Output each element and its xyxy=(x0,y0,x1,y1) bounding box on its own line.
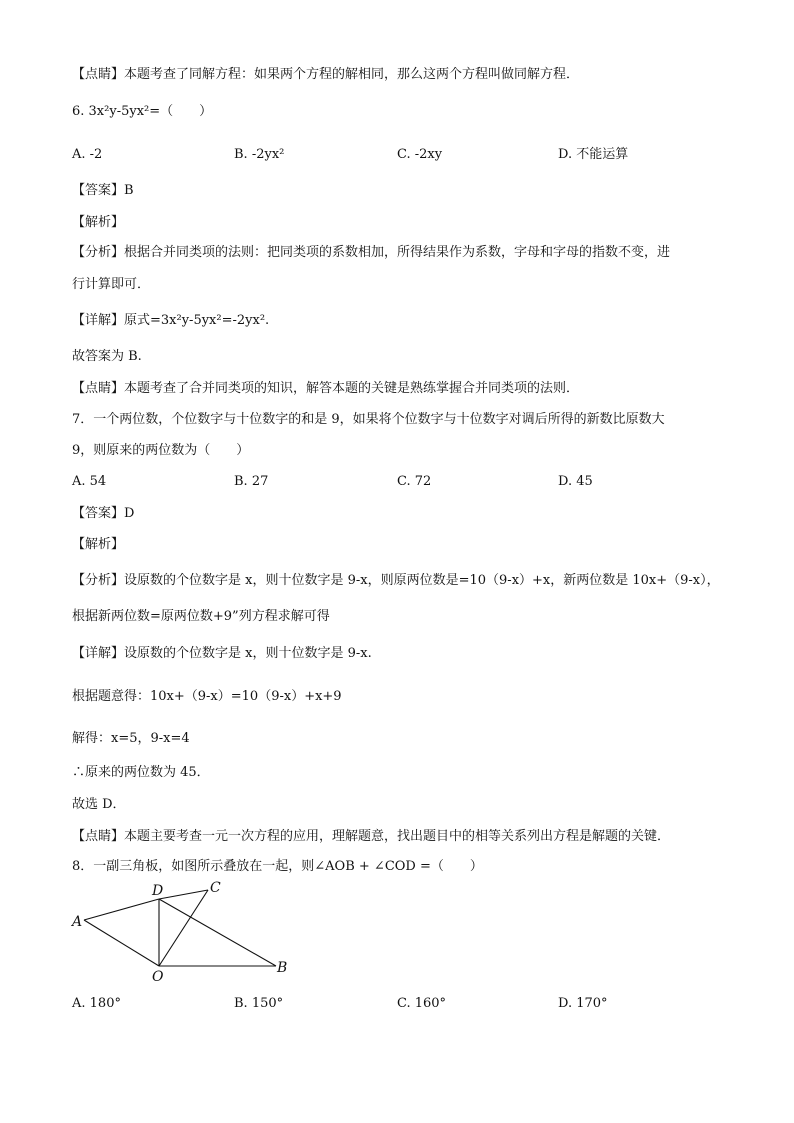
q7-option-a: A. 54 xyxy=(72,474,107,489)
segment-oc xyxy=(159,890,208,966)
q6-option-b: B. -2yx² xyxy=(234,147,285,162)
label-c: C xyxy=(210,880,221,896)
triangle-diagram xyxy=(70,880,310,985)
q7-answer: 【答案】D xyxy=(72,506,135,521)
q6-remark: 【点睛】本题考查了合并同类项的知识，解答本题的关键是熟练掌握合并同类项的法则． xyxy=(72,381,580,396)
q8-option-b: B. 150° xyxy=(234,996,284,1011)
q7-detail: 【详解】设原数的个位数字是 x，则十位数字是 9-x. xyxy=(72,646,372,661)
q6-analysis-line2: 行计算即可． xyxy=(72,277,151,292)
q7-analysis-heading: 【解析】 xyxy=(72,537,125,552)
q7-option-b: B. 27 xyxy=(234,474,269,489)
q8-option-d: D. 170° xyxy=(558,996,608,1011)
label-d: D xyxy=(152,883,164,899)
q6-analysis-heading: 【解析】 xyxy=(72,215,125,230)
q8-stem: 8．一副三角板，如图所示叠放在一起，则∠AOB + ∠COD =（ ） xyxy=(72,859,483,874)
segment-db xyxy=(159,899,276,966)
q7-analysis-line1: 【分析】设原数的个位数字是 x，则十位数字是 9-x，则原两位数是=10（9-x）+x，新两位数是 10x+（9-x）， xyxy=(72,573,720,588)
q6-stem: 6. 3x²y-5yx²=（ ） xyxy=(72,104,213,119)
q7-remark: 【点睛】本题主要考查一元一次方程的应用，理解题意，找出题目中的相等关系列出方程是解题的关键． xyxy=(72,829,671,844)
q7-conclusion: 故选 D． xyxy=(72,797,126,812)
q6-answer: 【答案】B xyxy=(72,183,134,198)
q7-stem-line1: 7．一个两位数，个位数字与十位数字的和是 9，如果将个位数字与十位数字对调后所得的新数比原数大 xyxy=(72,412,665,427)
segment-ad xyxy=(84,899,159,920)
q7-analysis-line2: 根据新两位数=原两位数+9”列方程求解可得 xyxy=(72,609,330,624)
q7-option-c: C. 72 xyxy=(397,474,432,489)
q7-stem-line2: 9，则原来的两位数为（ ） xyxy=(72,443,250,458)
q5-remark: 【点睛】本题考查了同解方程：如果两个方程的解相同，那么这两个方程叫做同解方程． xyxy=(72,67,580,82)
label-b: B xyxy=(277,960,288,976)
segment-dc xyxy=(159,890,208,899)
label-o: O xyxy=(152,969,164,985)
q7-equation: 根据题意得：10x+（9-x）=10（9-x）+x+9 xyxy=(72,689,342,704)
q6-conclusion: 故答案为 B. xyxy=(72,349,142,364)
q6-analysis-line1: 【分析】根据合并同类项的法则：把同类项的系数相加，所得结果作为系数，字母和字母的指数不变，进 xyxy=(72,245,671,260)
segment-ao xyxy=(84,920,159,966)
q6-option-c: C. -2xy xyxy=(397,147,443,162)
q6-detail: 【详解】原式=3x²y-5yx²=-2yx². xyxy=(72,313,270,328)
q7-option-d: D. 45 xyxy=(558,474,593,489)
q6-option-d: D. 不能运算 xyxy=(558,147,629,162)
q6-option-a: A. -2 xyxy=(72,147,103,162)
q7-solution: 解得：x=5，9-x=4 xyxy=(72,731,190,746)
q7-result: ∴原来的两位数为 45． xyxy=(72,765,210,780)
label-a: A xyxy=(72,914,83,930)
q8-option-c: C. 160° xyxy=(397,996,447,1011)
q8-option-a: A. 180° xyxy=(72,996,121,1011)
